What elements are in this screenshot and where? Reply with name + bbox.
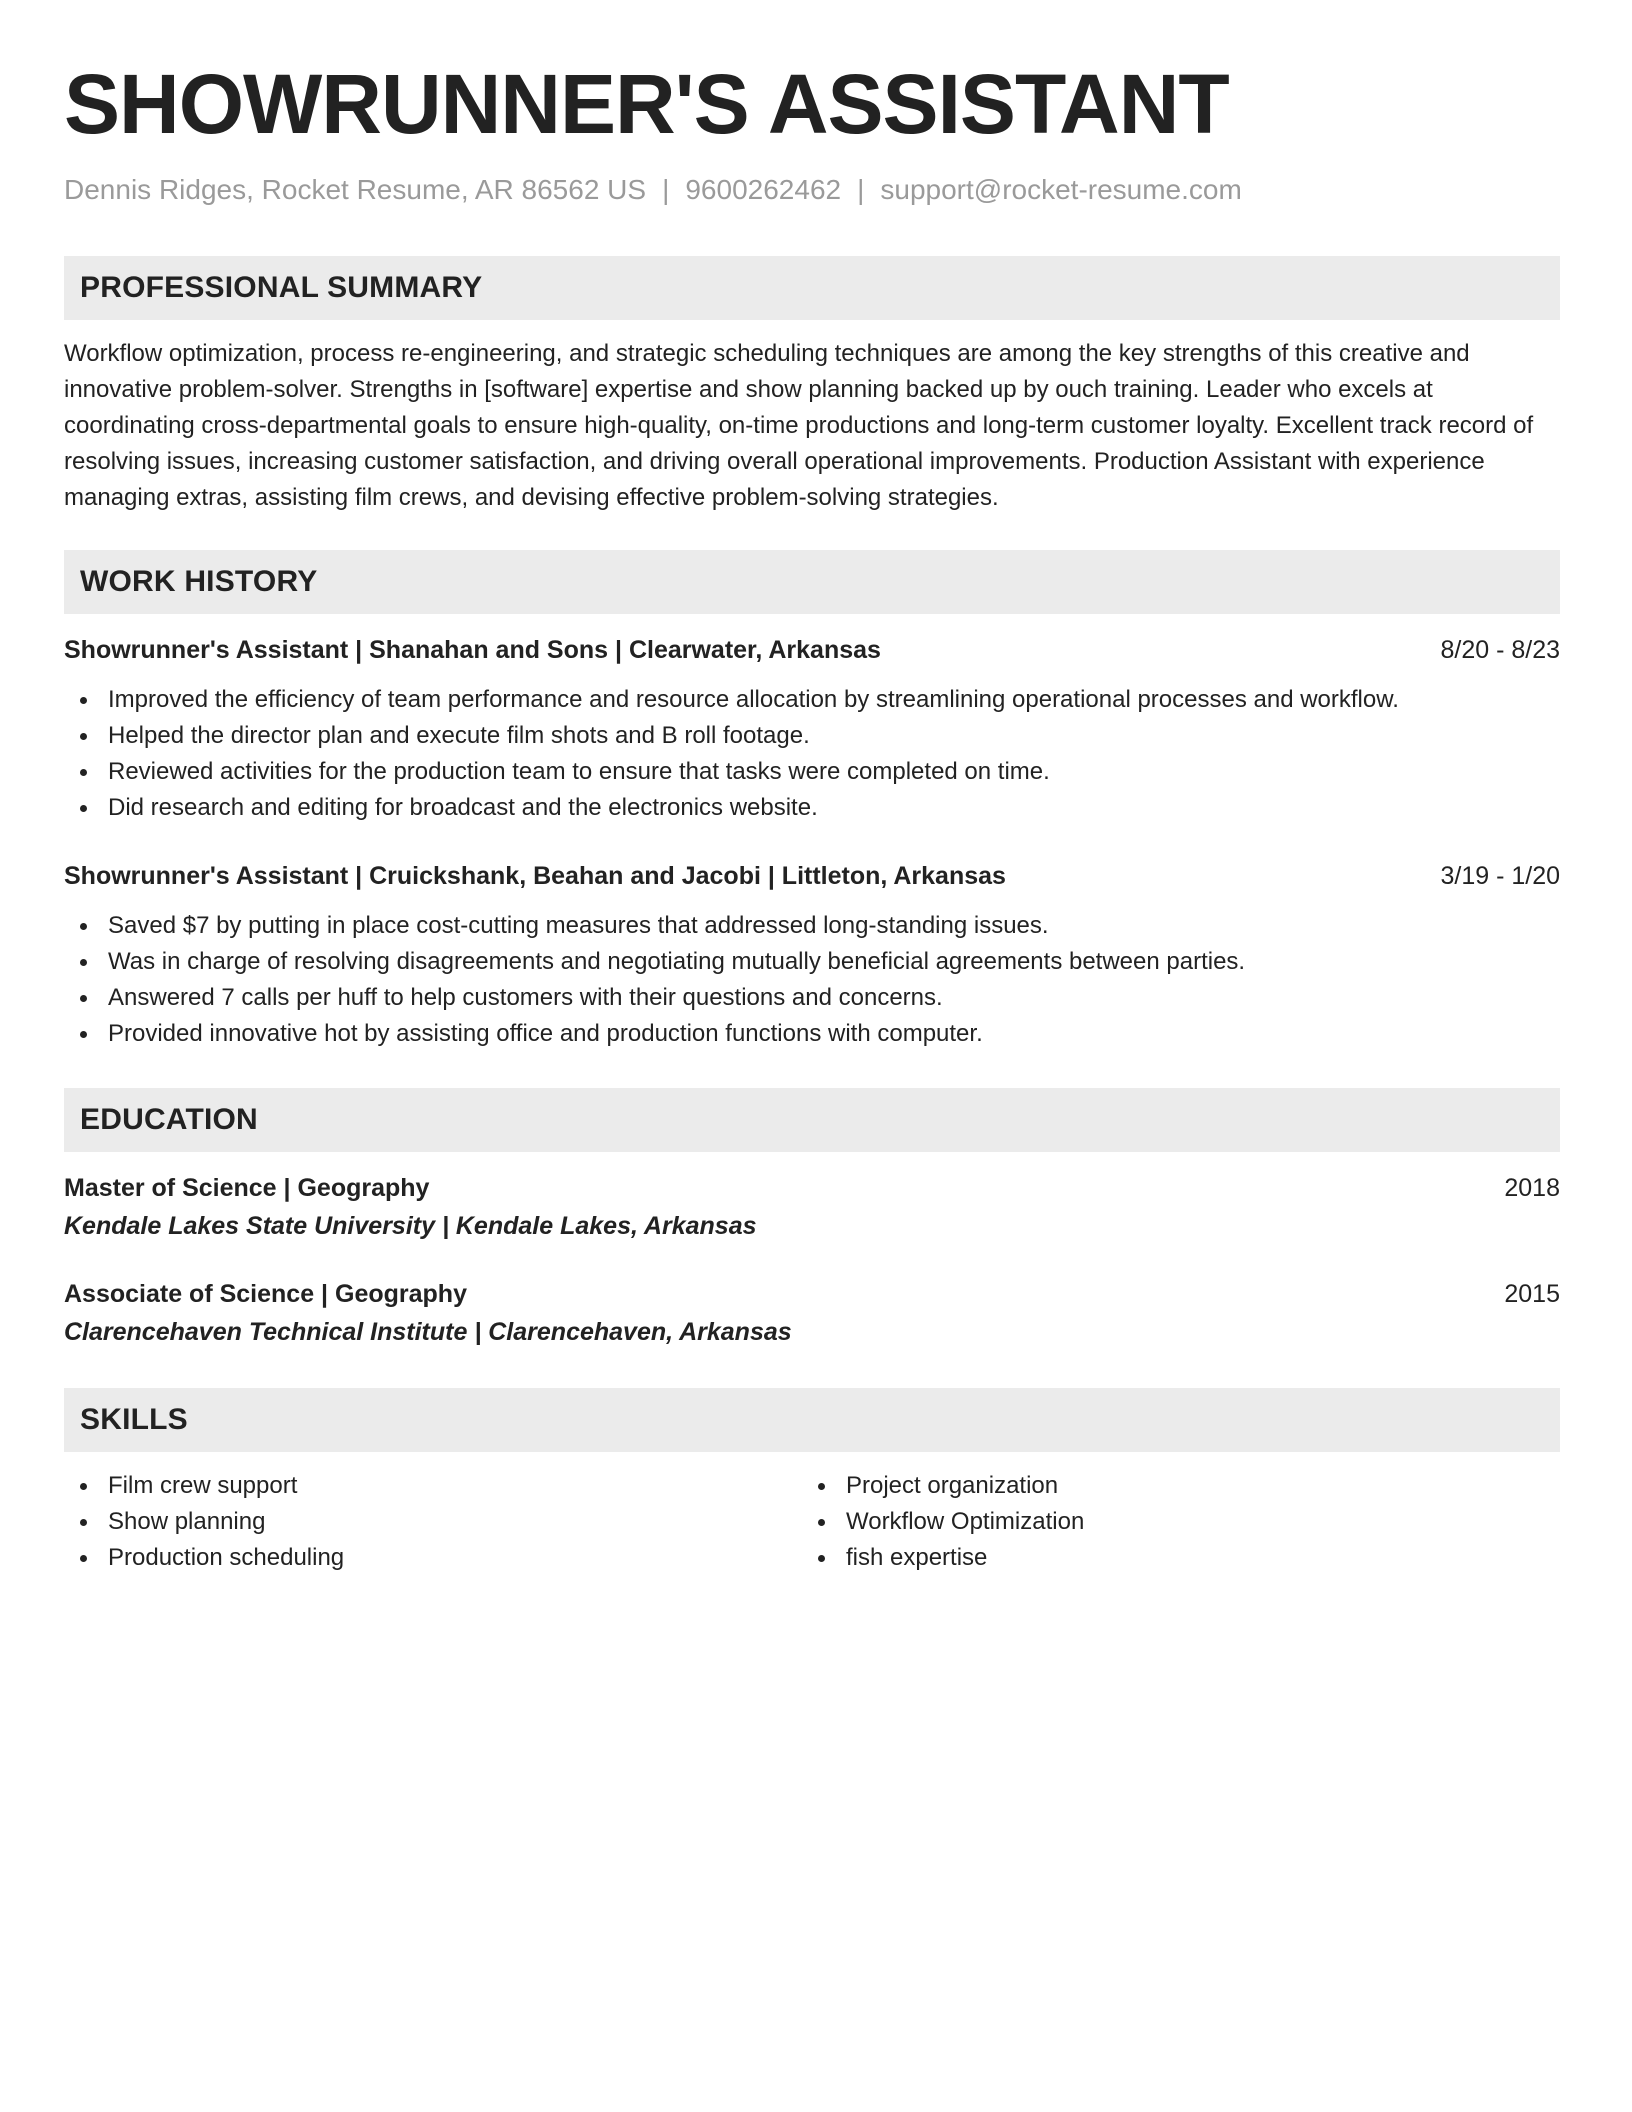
job-title: Showrunner's Assistant | Cruickshank, Beahan and Jacobi | Littleton, Arkansas [64, 862, 1006, 890]
job-bullets [64, 908, 1560, 1052]
job-dates: 3/19 - 1/20 [1440, 862, 1560, 890]
skill-item: Production scheduling [64, 1540, 802, 1576]
job-dates: 8/20 - 8/23 [1440, 636, 1560, 664]
work-section-header [64, 550, 1560, 614]
job-bullet: Answered 7 calls per huff to help customers with their questions and concerns. [64, 980, 1560, 1016]
skill-item: fish expertise [802, 1540, 1540, 1576]
job-bullet: Helped the director plan and execute film shots and B roll footage. [64, 718, 1560, 754]
education-school: Kendale Lakes State University | Kendale Lakes, Arkansas [64, 1212, 757, 1240]
education-degree: Associate of Science | Geography [64, 1280, 467, 1308]
education-year: 2018 [1504, 1174, 1560, 1202]
job-title: Showrunner's Assistant | Shanahan and Sons | Clearwater, Arkansas [64, 636, 881, 664]
education-heading: EDUCATION [80, 1103, 258, 1136]
education-section-header [64, 1088, 1560, 1152]
skills-grid [64, 1468, 1560, 1576]
job-bullet: Reviewed activities for the production team to ensure that tasks were completed on time. [64, 754, 1560, 790]
contact-separator: | [857, 174, 865, 205]
skills-section-header [64, 1388, 1560, 1452]
education-school: Clarencehaven Technical Institute | Clarencehaven, Arkansas [64, 1318, 792, 1346]
skill-item: Show planning [64, 1504, 802, 1540]
summary-section-header [64, 256, 1560, 320]
job-bullets [64, 682, 1560, 826]
skills-column-right [802, 1468, 1540, 1576]
skill-item: Film crew support [64, 1468, 802, 1504]
resume-page [64, 57, 1560, 1576]
job-bullet: Saved $7 by putting in place cost-cutting measures that addressed long-standing issues. [64, 908, 1560, 944]
skill-item: Workflow Optimization [802, 1504, 1540, 1540]
education-row [64, 1170, 1560, 1206]
job-entry [64, 632, 1560, 826]
skills-heading: SKILLS [80, 1403, 188, 1436]
skill-item: Project organization [802, 1468, 1540, 1504]
education-entry [64, 1276, 1560, 1352]
job-bullet: Did research and editing for broadcast and the electronics website. [64, 790, 1560, 826]
work-heading: WORK HISTORY [80, 565, 318, 598]
job-title-row [64, 632, 1560, 668]
summary-text: Workflow optimization, process re-engineering, and strategic scheduling techniques are among the key strengths of this creative and innovative problem-solver. Strengths in [software] expertise and show planning backed up by ouch training. Leader who excels at coordinating cross-departmental goals to ensure high-quality, on-time productions and long-term customer loyalty. Excellent track record of resolving issues, increasing customer satisfaction, and driving overall operational improvements. Production Assistant with experience managing extras, assisting film crews, and devising effective problem-solving strategies. [64, 340, 1534, 511]
education-row [64, 1276, 1560, 1312]
education-degree: Master of Science | Geography [64, 1174, 430, 1202]
job-title-row [64, 858, 1560, 894]
contact-line [64, 174, 1560, 206]
skills-column-left [64, 1468, 802, 1576]
education-year: 2015 [1504, 1280, 1560, 1308]
summary-heading: PROFESSIONAL SUMMARY [80, 271, 483, 304]
job-bullet: Was in charge of resolving disagreements and negotiating mutually beneficial agreements between parties. [64, 944, 1560, 980]
job-bullet: Improved the efficiency of team performance and resource allocation by streamlining operational processes and workflow. [64, 682, 1560, 718]
resume-title: SHOWRUNNER'S ASSISTANT [64, 57, 1229, 151]
job-entry [64, 858, 1560, 1052]
contact-email: support@rocket-resume.com [880, 174, 1242, 205]
contact-separator: | [662, 174, 670, 205]
education-entry [64, 1170, 1560, 1246]
contact-address: Dennis Ridges, Rocket Resume, AR 86562 US [64, 174, 647, 205]
job-bullet: Provided innovative hot by assisting office and production functions with computer. [64, 1016, 1560, 1052]
contact-phone: 9600262462 [685, 174, 842, 205]
